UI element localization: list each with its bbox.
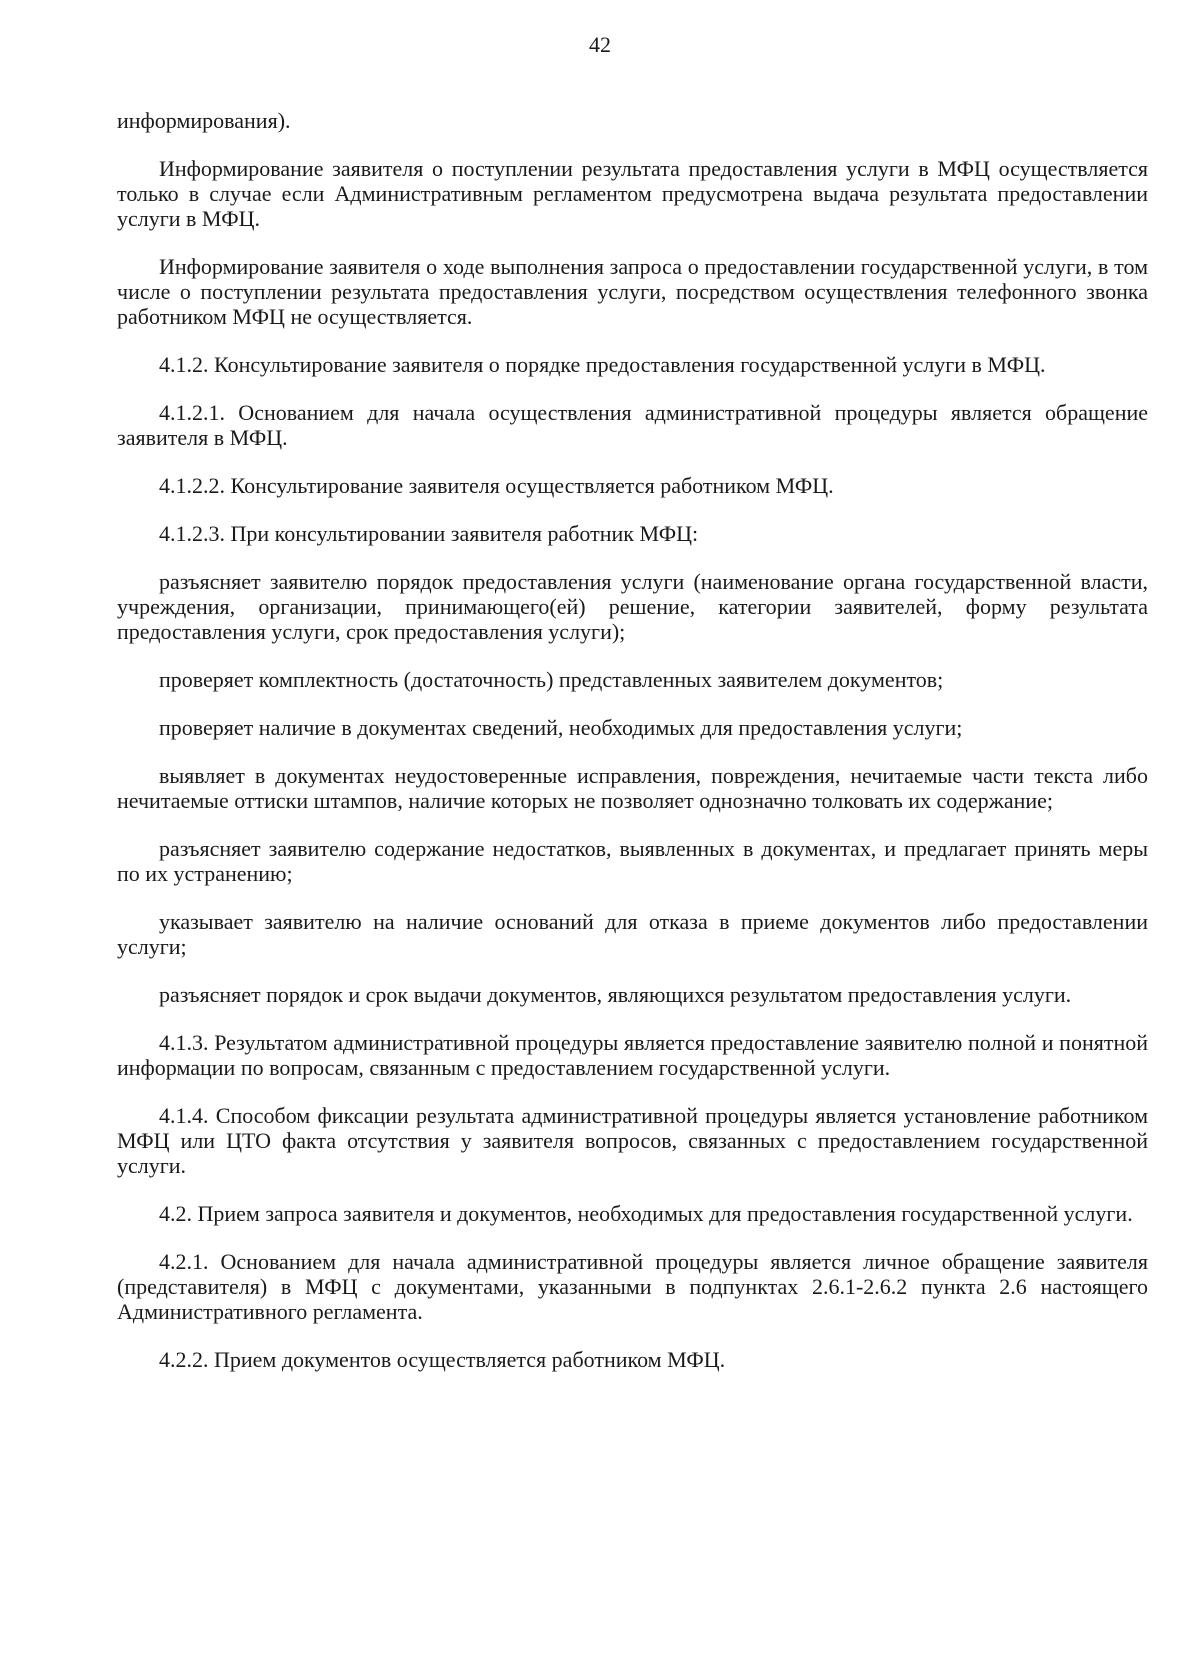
paragraph-12: разъясняет заявителю содержание недостатков, выявленных в документах, и предлагает принять меры по их устранению; — [117, 836, 1148, 886]
paragraph-14: разъясняет порядок и срок выдачи документов, являющихся результатом предоставления услуги. — [159, 982, 1072, 1007]
paragraph-15: 4.1.3. Результатом административной процедуры является предоставление заявителю полной и понятной информации по вопросам, связанным с предоставлением государственной услуги. — [117, 1030, 1148, 1080]
paragraph-2: Информирование заявителя о поступлении результата предоставления услуги в МФЦ осуществляется только в случае если Административным регламентом предусмотрена выдача результата предоставлении услуги в МФЦ. — [117, 156, 1148, 231]
paragraph-17: 4.2. Прием запроса заявителя и документов, необходимых для предоставления государственной услуги. — [159, 1201, 1133, 1226]
paragraph-8: разъясняет заявителю порядок предоставления услуги (наименование органа государственной власти, учреждения, организации, принимающего(ей) решение, категории заявителей, форму результата предоставления услуги, срок предоставления услуги); — [117, 569, 1148, 644]
paragraph-1: информирования). — [117, 108, 291, 133]
paragraph-11: выявляет в документах неудостоверенные исправления, повреждения, нечитаемые части текста либо нечитаемые оттиски штампов, наличие которых не позволяет однозначно толковать их содержание; — [117, 763, 1148, 813]
paragraph-5: 4.1.2.1. Основанием для начала осуществления административной процедуры является обращение заявителя в МФЦ. — [117, 400, 1148, 450]
paragraph-13: указывает заявителю на наличие оснований для отказа в приеме документов либо предоставлении услуги; — [117, 909, 1148, 959]
paragraph-9: проверяет комплектность (достаточность) представленных заявителем документов; — [159, 667, 944, 692]
document-body — [117, 108, 1148, 1395]
page-number: 42 — [589, 32, 611, 57]
paragraph-6: 4.1.2.2. Консультирование заявителя осуществляется работником МФЦ. — [159, 473, 834, 498]
paragraph-4: 4.1.2. Консультирование заявителя о порядке предоставления государственной услуги в МФЦ. — [159, 352, 1046, 377]
paragraph-7: 4.1.2.3. При консультировании заявителя работник МФЦ: — [159, 521, 699, 546]
paragraph-18: 4.2.1. Основанием для начала административной процедуры является личное обращение заявителя (представителя) в МФЦ с документами, указанными в подпунктах 2.6.1-2.6.2 пункта 2.6 настоящего Административного регламента. — [117, 1249, 1148, 1324]
paragraph-16: 4.1.4. Способом фиксации результата административной процедуры является установление работником МФЦ или ЦТО факта отсутствия у заявителя вопросов, связанных с предоставлением государственной услуги. — [117, 1103, 1148, 1178]
paragraph-3: Информирование заявителя о ходе выполнения запроса о предоставлении государственной услуги, в том числе о поступлении результата предоставления услуги, посредством осуществления телефонного звонка работником МФЦ не осуществляется. — [117, 254, 1148, 329]
paragraph-19: 4.2.2. Прием документов осуществляется работником МФЦ. — [159, 1347, 726, 1372]
paragraph-10: проверяет наличие в документах сведений, необходимых для предоставления услуги; — [159, 715, 963, 740]
